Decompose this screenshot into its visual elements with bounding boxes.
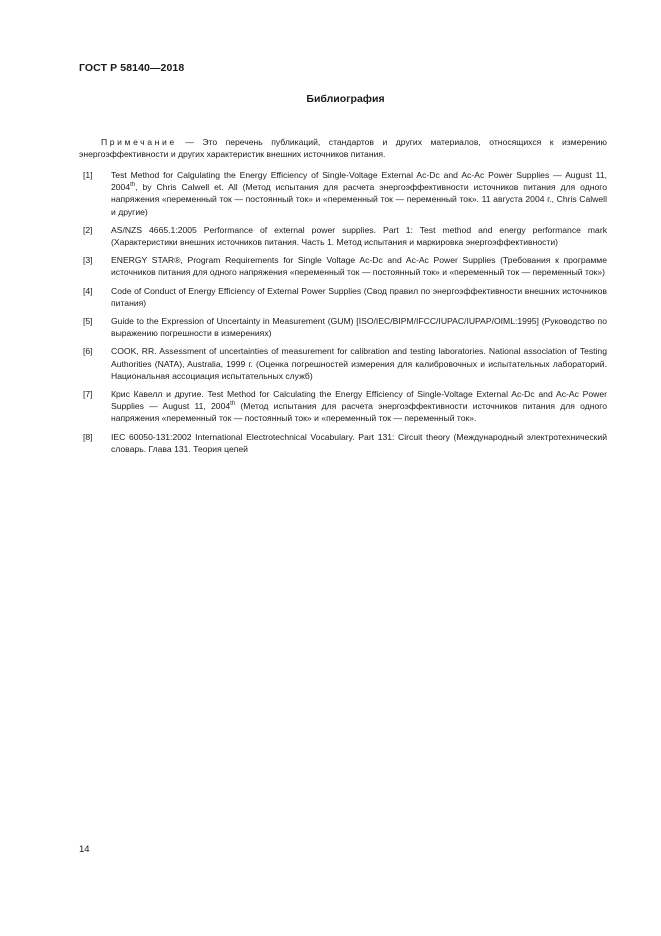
reference-text: ENERGY STAR®, Program Requirements for Single Voltage Ac-Dc and Ac-Ac Power Supplies (Требования к программе источников питания для одного напряжения «переменный ток — постоянный ток» и «переменный ток — переменный ток») bbox=[111, 255, 607, 278]
page-title: Библиография bbox=[306, 93, 385, 105]
reference-item bbox=[79, 224, 607, 248]
reference-text: AS/NZS 4665.1:2005 Performance of external power supplies. Part 1: Test method and energy performance mark (Характеристики внешних источников питания. Часть 1. Метод испытания и маркировка энергоэффективности) bbox=[111, 224, 607, 248]
reference-number: [1] bbox=[83, 170, 93, 180]
reference-text: Guide to the Expression of Uncertainty in Measurement (GUM) [ISO/IEC/BIPM/IFCC/IUPAC/IUPAP/OIML:1995] (Руководство по выражению погрешности в измерениях) bbox=[111, 316, 607, 339]
reference-item bbox=[79, 388, 607, 425]
reference-number: [8] bbox=[83, 431, 93, 442]
reference-list bbox=[79, 169, 607, 461]
page-number: 14 bbox=[79, 844, 90, 855]
reference-item bbox=[79, 285, 607, 309]
reference-text: Test Method for Calgulating the Energy Efficiency of Single-Voltage External Ac-Dc and Ac-Ac Power Supplies — August 11, 2004th, by Chris Calwell et. All (Метод испытания для расчета энергоэффективности источников питания для одного напряжения «переменный ток — постоянный ток» и «переменный ток — переменный ток». 11 августа 2004 г., Chris Calwell и другие) bbox=[111, 170, 607, 217]
reference-text: IEC 60050-131:2002 International Electrotechnical Vocabulary. Part 131: Circuit theory (Международный электротехнический словарь. Глава 131. Теория цепей bbox=[111, 431, 607, 454]
reference-number: [7] bbox=[83, 389, 93, 400]
reference-item bbox=[79, 254, 607, 278]
reference-item bbox=[79, 169, 607, 218]
reference-number: [6] bbox=[83, 346, 93, 357]
document-header: ГОСТ Р 58140—2018 bbox=[79, 62, 185, 74]
reference-number: [4] bbox=[83, 285, 93, 296]
note-text: Это перечень публикаций, стандартов и других материалов, относящихся к измерению энергоэффективности и других характеристик внешних источников питания. bbox=[79, 137, 607, 160]
reference-item bbox=[79, 431, 607, 455]
note-dash: — bbox=[185, 137, 194, 147]
reference-item bbox=[79, 315, 607, 339]
reference-item bbox=[79, 345, 607, 382]
reference-text: COOK, RR. Assessment of uncertainties of measurement for calibration and testing laboratories. National association of Testing Authorities (NATA), Australia, 1999 г. (Оценка погрешностей измерения для калибровочных и испытательных лабораторий. Национальная ассоциация испытательных служб) bbox=[111, 346, 607, 381]
reference-number: [2] bbox=[83, 224, 93, 235]
reference-number: [3] bbox=[83, 255, 93, 266]
reference-text: Крис Кавелл и другие. Test Method for Calculating the Energy Efficiency of Single-Voltage External Ac-Dc and Ac-Ac Power Supplies — August 11, 2004th (Метод испытания для расчета энергоэффективности источников питания для одного напряжения «переменный ток — постоянный ток» и «переменный ток — переменный ток». bbox=[111, 389, 607, 424]
note-label: Примечание bbox=[101, 137, 177, 147]
reference-text: Code of Conduct of Energy Efficiency of External Power Supplies (Свод правил по энергоэффективности внешних источников питания) bbox=[111, 285, 607, 308]
reference-number: [5] bbox=[83, 316, 93, 327]
note-paragraph bbox=[79, 136, 607, 160]
